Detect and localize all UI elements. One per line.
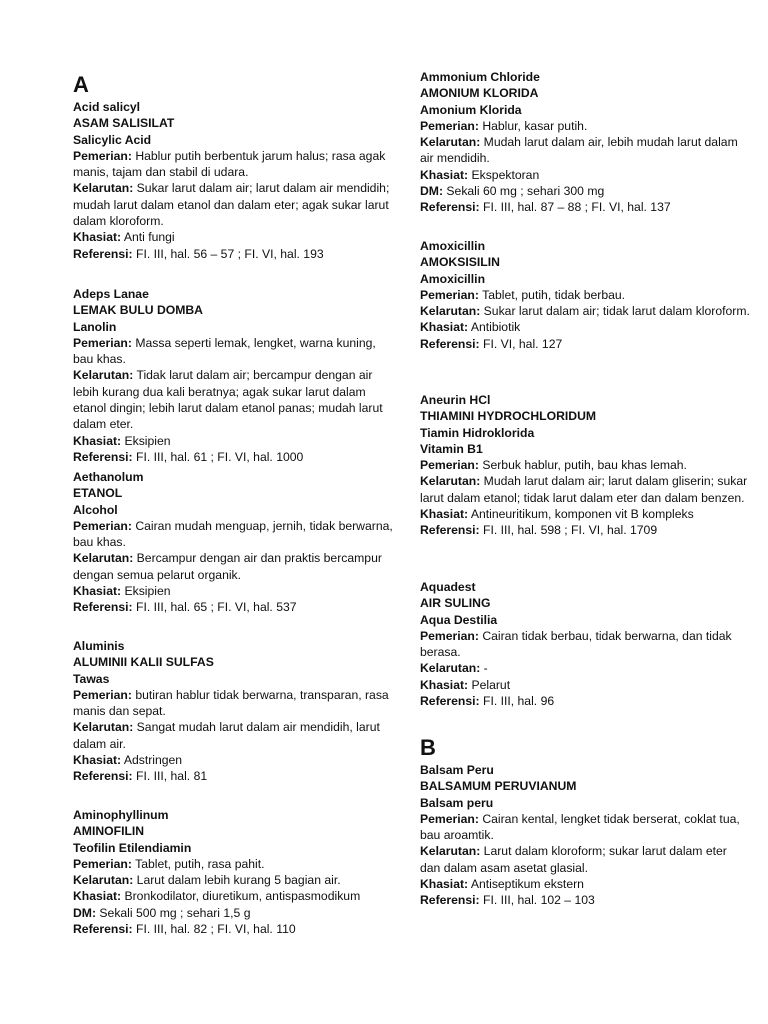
khasiat-line: Khasiat: Antineuritikum, komponen vit B kompleks	[420, 507, 694, 522]
entry-alt-name: Amonium Klorida	[420, 102, 522, 117]
entry-alt-name: Lanolin	[73, 319, 117, 334]
entry-official-name: ETANOL	[73, 486, 123, 501]
pemerian-line: Pemerian: Hablur putih berbentuk jarum halus; rasa agak manis, tajam dan stabil di udara.	[73, 148, 386, 180]
pemerian-line: Pemerian: Cairan mudah menguap, jernih, tidak berwarna, bau khas.	[73, 518, 393, 550]
pemerian-line: Pemerian: butiran hablur tidak berwarna, transparan, rasa manis dan sepat.	[73, 687, 389, 719]
entry-common-name: Aneurin HCl	[420, 393, 491, 407]
pemerian-line: Pemerian: Massa seperti lemak, lengket, warna kuning, bau khas.	[73, 335, 376, 367]
entry-official-name: LEMAK BULU DOMBA	[73, 303, 203, 318]
kelarutan-line: Kelarutan: Mudah larut dalam air; larut dalam gliserin; sukar larut dalam etanol; tidak larut dalam eter dan dalam benzen.	[420, 474, 748, 505]
khasiat-line: Khasiat: Antibiotik	[420, 320, 521, 335]
entry-official-name: THIAMINI HYDROCHLORIDUM	[420, 409, 597, 424]
dm-line: DM: Sekali 60 mg ; sehari 300 mg	[420, 184, 605, 199]
entry-aneurin-hcl	[420, 392, 750, 539]
entry-adeps-lanae	[73, 286, 393, 465]
kelarutan-line: Kelarutan: Larut dalam kloroform; sukar larut dalam eter dan dalam asam asetat glasial.	[420, 844, 727, 875]
kelarutan-line: Kelarutan: Sukar larut dalam air; tidak larut dalam kloroform.	[420, 304, 750, 319]
entry-official-name: AMINOFILIN	[73, 824, 145, 839]
khasiat-line: Khasiat: Bronkodilator, diuretikum, antispasmodikum	[73, 889, 361, 904]
referensi-line: Referensi: FI. III, hal. 598 ; FI. VI, hal. 1709	[420, 523, 658, 538]
entry-common-name: Aminophyllinum	[73, 808, 169, 822]
referensi-line: Referensi: FI. VI, hal. 127	[420, 336, 563, 351]
entry-official-name: ASAM SALISILAT	[73, 116, 175, 131]
section-letter-a: A	[73, 72, 89, 97]
entry-common-name: Balsam Peru	[420, 763, 494, 777]
section-letter-b: B	[420, 735, 436, 760]
khasiat-line: Khasiat: Antiseptikum ekstern	[420, 877, 584, 892]
referensi-line: Referensi: FI. III, hal. 65 ; FI. VI, hal. 537	[73, 600, 297, 615]
entry-official-name: ALUMINII KALII SULFAS	[73, 655, 214, 670]
entry-aquadest	[420, 579, 750, 709]
entry-alt-name: Alcohol	[73, 502, 118, 517]
pemerian-line: Pemerian: Cairan kental, lengket tidak berserat, coklat tua, bau aroamtik.	[420, 811, 740, 843]
kelarutan-line: Kelarutan: Sangat mudah larut dalam air mendidih, larut dalam air.	[73, 720, 380, 751]
referensi-line: Referensi: FI. III, hal. 96	[420, 694, 555, 709]
entry-official-name: BALSAMUM PERUVIANUM	[420, 779, 577, 794]
entry-alt-name: Aqua Destilia	[420, 612, 498, 627]
entry-acid-salicyl	[73, 99, 393, 262]
khasiat-line: Khasiat: Eksipien	[73, 584, 171, 599]
dm-line: DM: Sekali 500 mg ; sehari 1,5 g	[73, 905, 251, 920]
entry-aminophyllinum	[73, 807, 393, 937]
khasiat-line: Khasiat: Eksipien	[73, 433, 171, 448]
khasiat-line: Khasiat: Anti fungi	[73, 230, 175, 245]
entry-official-name: AMONIUM KLORIDA	[420, 86, 539, 101]
kelarutan-line: Kelarutan: Bercampur dengan air dan praktis bercampur dengan semua pelarut organik.	[73, 551, 382, 582]
kelarutan-line: Kelarutan: Sukar larut dalam air; larut dalam air mendidih; mudah larut dalam etanol dan dalam eter; agak sukar larut dalam kloroform.	[73, 181, 390, 229]
kelarutan-line: Kelarutan: Mudah larut dalam air, lebih mudah larut dalam air mendidih.	[420, 135, 738, 166]
pemerian-line: Pemerian: Cairan tidak berbau, tidak berwarna, dan tidak berasa.	[420, 628, 732, 660]
entry-aluminis	[73, 638, 393, 785]
entry-common-name: Amoxicillin	[420, 239, 486, 253]
entry-alt-name: Salicylic Acid	[73, 132, 152, 147]
entry-alt-name: Amoxicillin	[420, 271, 486, 286]
entry-common-name: Ammonium Chloride	[420, 70, 540, 84]
entry-balsam-peru	[420, 762, 750, 909]
kelarutan-line: Kelarutan: Larut dalam lebih kurang 5 bagian air.	[73, 873, 341, 888]
khasiat-line: Khasiat: Adstringen	[73, 753, 183, 768]
pemerian-line: Pemerian: Hablur, kasar putih.	[420, 118, 588, 133]
entry-official-name: AIR SULING	[420, 596, 491, 611]
entry-vitamin-name: Vitamin B1	[420, 441, 483, 456]
pemerian-line: Pemerian: Serbuk hablur, putih, bau khas lemah.	[420, 458, 687, 473]
khasiat-line: Khasiat: Ekspektoran	[420, 167, 540, 182]
kelarutan-line: Kelarutan: -	[420, 661, 488, 676]
referensi-line: Referensi: FI. III, hal. 102 – 103	[420, 893, 595, 908]
entry-common-name: Acid salicyl	[73, 100, 141, 114]
entry-aethanolum	[73, 469, 393, 616]
entry-alt-name: Teofilin Etilendiamin	[73, 840, 192, 855]
referensi-line: Referensi: FI. III, hal. 82 ; FI. VI, hal. 110	[73, 922, 296, 937]
entry-alt-name: Tiamin Hidroklorida	[420, 425, 535, 440]
referensi-line: Referensi: FI. III, hal. 87 – 88 ; FI. VI, hal. 137	[420, 200, 671, 215]
entry-common-name: Aluminis	[73, 639, 125, 653]
referensi-line: Referensi: FI. III, hal. 81	[73, 769, 208, 784]
pemerian-line: Pemerian: Tablet, putih, tidak berbau.	[420, 287, 626, 302]
referensi-line: Referensi: FI. III, hal. 61 ; FI. VI, hal. 1000	[73, 449, 304, 464]
entry-common-name: Adeps Lanae	[73, 287, 149, 301]
entry-official-name: AMOKSISILIN	[420, 255, 500, 270]
entry-ammonium-chloride	[420, 69, 750, 216]
kelarutan-line: Kelarutan: Tidak larut dalam air; bercampur dengan air lebih kurang dua kali beratnya; agak sukar larut dalam etanol dingin; lebih larut dalam etanol panas; mudah larut dalam eter.	[73, 368, 383, 432]
entry-amoxicillin	[420, 238, 750, 352]
entry-alt-name: Tawas	[73, 671, 110, 686]
entry-alt-name: Balsam peru	[420, 795, 494, 810]
entry-common-name: Aethanolum	[73, 470, 144, 484]
pemerian-line: Pemerian: Tablet, putih, rasa pahit.	[73, 856, 265, 871]
khasiat-line: Khasiat: Pelarut	[420, 677, 511, 692]
referensi-line: Referensi: FI. III, hal. 56 – 57 ; FI. VI, hal. 193	[73, 246, 324, 261]
entry-common-name: Aquadest	[420, 580, 476, 594]
